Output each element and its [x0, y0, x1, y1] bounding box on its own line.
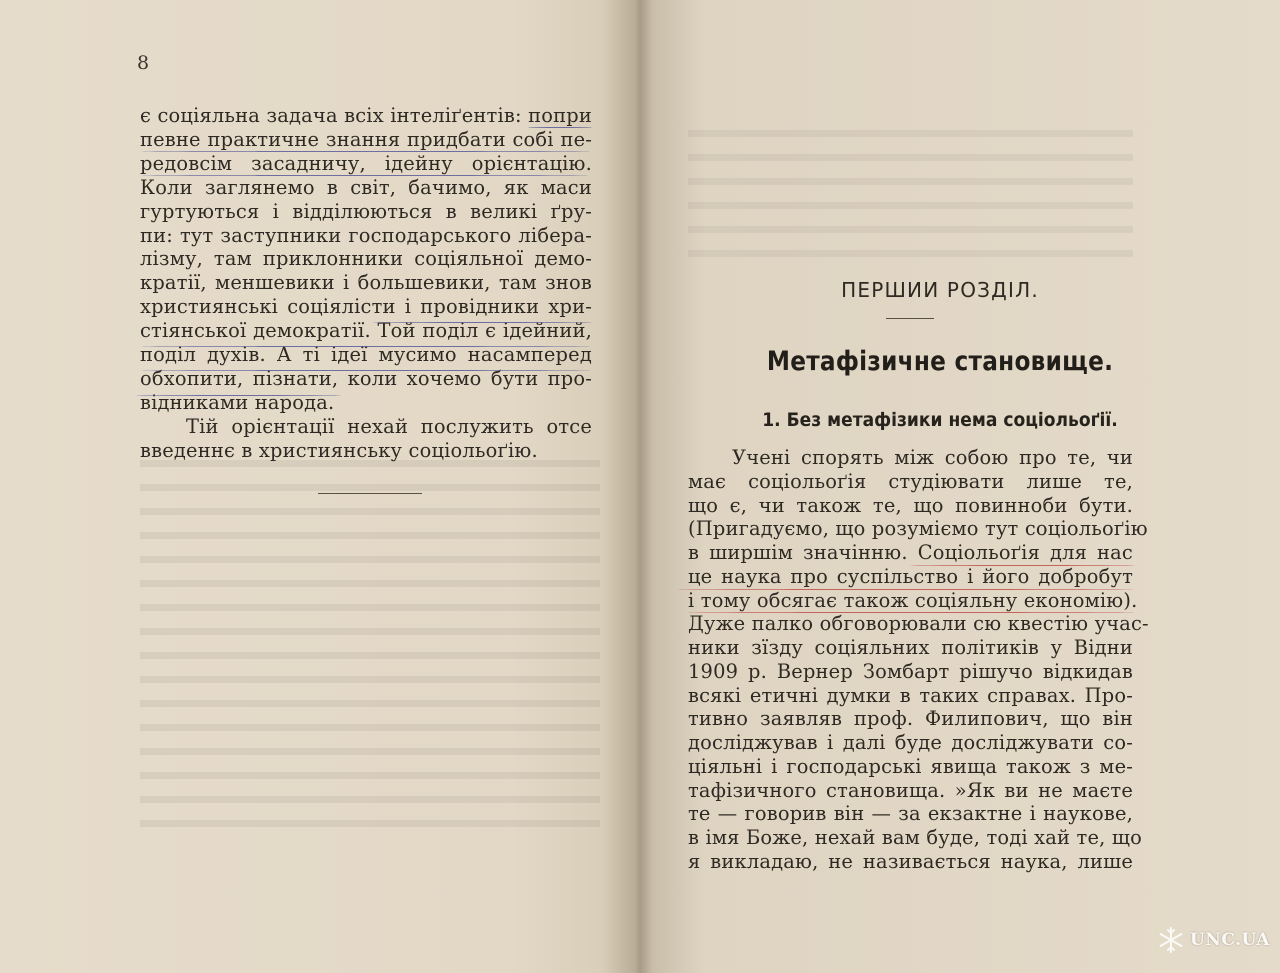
- watermark-text: UNC.UA: [1189, 930, 1270, 950]
- text-line: ники зїзду соціяльних політиків у Відни: [688, 636, 1133, 659]
- pencil-underline: [676, 589, 1135, 590]
- pencil-underline: [910, 565, 1135, 566]
- text-line: пи: тут заступники господарського лібера-: [140, 223, 592, 247]
- text-line: в ширшім значінню. Соціольоґія для нас: [688, 541, 1133, 564]
- pencil-underline: [140, 151, 592, 152]
- text-line: (Пригадуємо, що розуміємо тут соціольоґію: [688, 517, 1148, 541]
- pencil-underline: [140, 175, 590, 176]
- pencil-underline: [136, 395, 341, 396]
- snowflake-logo-icon: [1156, 925, 1186, 955]
- text-line: має соціольоґія студіювати лише те,: [688, 469, 1133, 493]
- text-line: лізму, там приклонники соціяльної демо-: [140, 247, 592, 271]
- pencil-underline: [528, 127, 592, 128]
- text-line: Дуже палко обговорювали сю квестію учас-: [688, 612, 1149, 636]
- pencil-underline: [686, 612, 1136, 613]
- text-line: кратії, меншевики і большевики, там знов: [140, 271, 592, 295]
- left-page-body: [140, 104, 592, 463]
- text-line: Тій орієнтації нехай послужить отсе: [186, 414, 592, 438]
- page-number: 8: [137, 52, 150, 74]
- text-line: відниками народа.: [140, 390, 335, 414]
- pencil-underline: [140, 370, 592, 371]
- pencil-underline: [372, 322, 592, 323]
- text-line: в імя Боже, нехай вам буде, тоді хай те, що: [688, 826, 1142, 849]
- text-line: поділ духів. А ті ідеї мусимо насамперед: [140, 343, 592, 367]
- heading-divider: [886, 318, 934, 319]
- site-watermark: [1156, 925, 1270, 955]
- text-line: я викладаю, не називається наука, лише: [688, 849, 1133, 873]
- text-line: тафізичного становища. »Як ви не маєте: [688, 778, 1133, 802]
- text-line: християнські соціялісти і провідники хри-: [140, 295, 592, 319]
- pencil-underline: [140, 346, 592, 347]
- right-page-body: [688, 446, 1149, 874]
- text-line: гуртуються і відділюються в великі ґру-: [140, 199, 592, 223]
- chapter-title: Метафізичне становище.: [766, 346, 1114, 377]
- text-line: те — говорив він — за екзактне і наукове,: [688, 802, 1133, 826]
- text-line: обхопити, пізнати, коли хочемо бути про-: [140, 366, 592, 390]
- text-line: стіянської демократії. Той поділ є ідейний,: [140, 319, 592, 343]
- text-line: 1909 р. Вернер Зомбарт рішучо відкидав: [688, 659, 1133, 683]
- text-line: ціяльні і господарські явища також з ме-: [688, 754, 1133, 778]
- text-line: Коли заглянемо в світ, бачимо, як маси: [140, 175, 592, 199]
- text-line: тивно заявляв проф. Филипович, що він: [688, 707, 1133, 731]
- text-line: є соціяльна задача всіх інтеліґентів: попри: [140, 104, 592, 127]
- text-line: певне практичне знання придбати собі пе-: [140, 127, 592, 151]
- section-divider: [318, 493, 422, 494]
- text-line: і тому обсягає також соціяльну економію).: [688, 588, 1138, 612]
- text-line: досліджував і далі буде досліджувати со-: [688, 731, 1133, 754]
- text-line: введеннє в християнську соціольоґію.: [140, 438, 538, 462]
- section-title: 1. Без метафізики нема соціольоґії.: [762, 409, 1118, 431]
- chapter-heading: ПЕРШИИ РОЗДІЛ.: [841, 278, 1039, 302]
- text-line: всякі етичні думки в таких справах. Про-: [688, 683, 1133, 707]
- text-line: Учені спорять між собою про те, чи: [732, 446, 1133, 469]
- text-line: що є, чи також те, що повинноби бути.: [688, 493, 1133, 517]
- text-line: це наука про суспільство і його добробут: [688, 564, 1133, 588]
- text-line: редовсім засадничу, ідейну орієнтацію.: [140, 151, 592, 175]
